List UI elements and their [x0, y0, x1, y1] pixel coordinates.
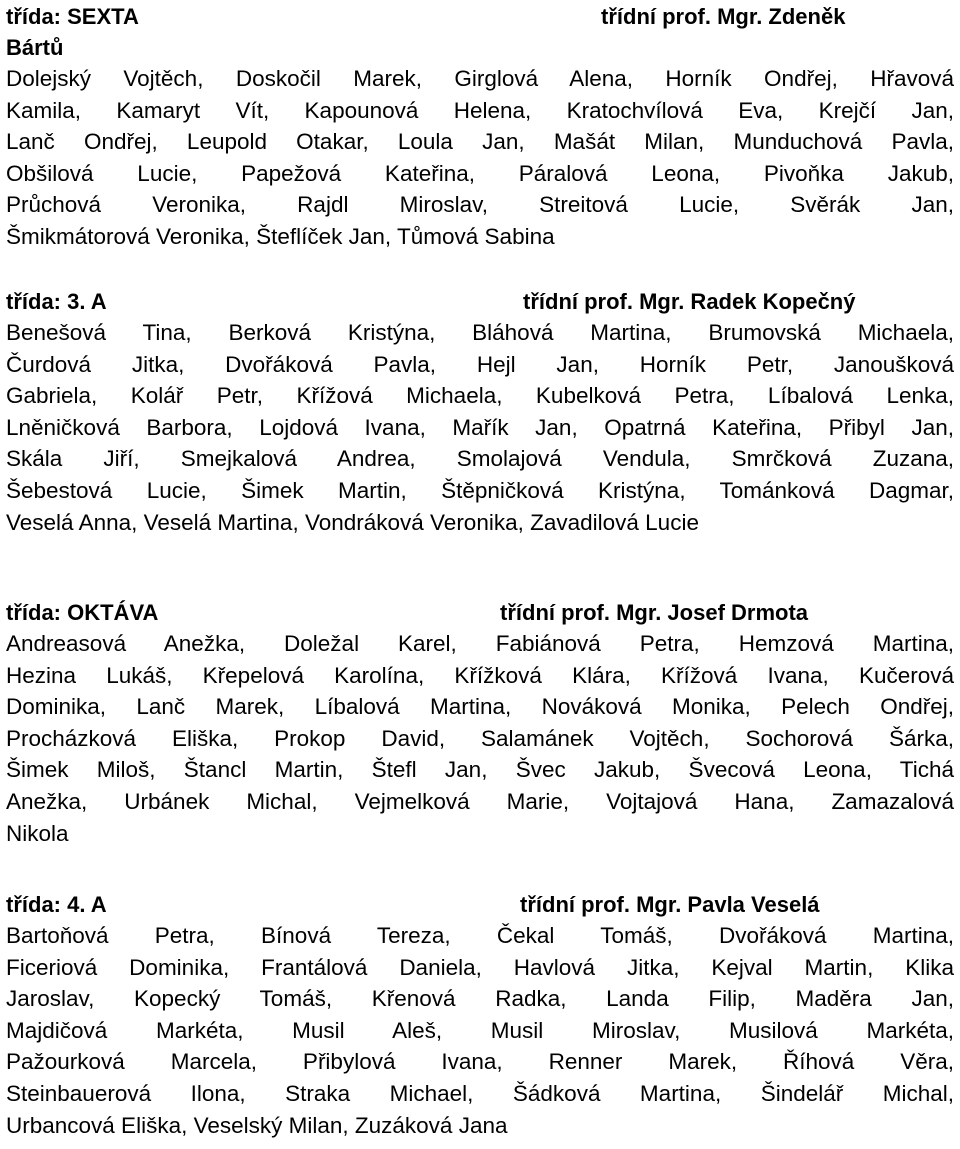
- class-name: třída: 3. A: [6, 289, 107, 314]
- student-line: Procházková Eliška, Prokop David, Salamánek Vojtěch, Sochorová Šárka,: [6, 725, 954, 751]
- class-header: [6, 1, 954, 32]
- student-line: Čurdová Jitka, Dvořáková Pavla, Hejl Jan, Horník Petr, Janoušková: [6, 351, 954, 377]
- student-line: Pažourková Marcela, Přibylová Ivana, Renner Marek, Říhová Věra,: [6, 1049, 954, 1075]
- class-teacher: třídní prof. Mgr. Zdeněk: [601, 4, 846, 29]
- student-line: Obšilová Lucie, Papežová Kateřina, Páralová Leona, Pivoňka Jakub,: [6, 160, 954, 186]
- student-line: Lanč Ondřej, Leupold Otakar, Loula Jan, Mašát Milan, Munduchová Pavla,: [6, 129, 954, 155]
- student-line: Skála Jiří, Smejkalová Andrea, Smolajová Vendula, Smrčková Zuzana,: [6, 446, 954, 472]
- student-line: Jaroslav, Kopecký Tomáš, Křenová Radka, Landa Filip, Maděra Jan,: [6, 986, 954, 1012]
- class-section-sexta: [6, 1, 954, 253]
- student-line: Urbancová Eliška, Veselský Milan, Zuzáková Jana: [6, 1112, 508, 1138]
- student-line: Dolejský Vojtěch, Doskočil Marek, Girglová Alena, Horník Ondřej, Hřavová: [6, 66, 954, 91]
- student-line: Majdičová Markéta, Musil Aleš, Musil Miroslav, Musilová Markéta,: [6, 1017, 954, 1043]
- student-line: Šmikmátorová Veronika, Šteflíček Jan, Tůmová Sabina: [6, 223, 555, 249]
- student-line: Nikola: [6, 820, 69, 846]
- student-line: Kamila, Kamaryt Vít, Kapounová Helena, Kratochvílová Eva, Krejčí Jan,: [6, 97, 954, 123]
- class-teacher-continued: Bártů: [6, 35, 64, 60]
- student-line: Dominika, Lanč Marek, Líbalová Martina, Nováková Monika, Pelech Ondřej,: [6, 694, 954, 720]
- student-line: Bartoňová Petra, Bínová Tereza, Čekal Tomáš, Dvořáková Martina,: [6, 923, 954, 948]
- class-header: [6, 286, 954, 317]
- student-line: Lněničková Barbora, Lojdová Ivana, Mařík Jan, Opatrná Kateřina, Přibyl Jan,: [6, 414, 954, 440]
- student-line: Steinbauerová Ilona, Straka Michael, Šádková Martina, Šindelář Michal,: [6, 1080, 954, 1106]
- class-teacher: třídní prof. Mgr. Pavla Veselá: [520, 892, 820, 917]
- student-line: Ficeriová Dominika, Frantálová Daniela, Havlová Jitka, Kejval Martin, Klika: [6, 954, 954, 980]
- student-line: Anežka, Urbánek Michal, Vejmelková Marie, Vojtajová Hana, Zamazalová: [6, 788, 954, 814]
- class-section-4a: [6, 889, 954, 1141]
- student-line: Průchová Veronika, Rajdl Miroslav, Streitová Lucie, Svěrák Jan,: [6, 192, 954, 218]
- student-line: Veselá Anna, Veselá Martina, Vondráková Veronika, Zavadilová Lucie: [6, 509, 699, 535]
- student-line: Šebestová Lucie, Šimek Martin, Štěpničková Kristýna, Tománková Dagmar,: [6, 477, 954, 503]
- class-teacher: třídní prof. Mgr. Radek Kopečný: [523, 289, 856, 314]
- class-name: třída: SEXTA: [6, 4, 139, 29]
- student-line: Hezina Lukáš, Křepelová Karolína, Křížková Klára, Křížová Ivana, Kučerová: [6, 662, 954, 688]
- student-line: Andreasová Anežka, Doležal Karel, Fabiánová Petra, Hemzová Martina,: [6, 631, 954, 656]
- student-line: Benešová Tina, Berková Kristýna, Bláhová Martina, Brumovská Michaela,: [6, 320, 954, 345]
- class-name: třída: 4. A: [6, 892, 107, 917]
- class-section-oktava: [6, 597, 954, 849]
- class-name: třída: OKTÁVA: [6, 600, 159, 625]
- class-section-3a: [6, 286, 954, 538]
- class-header: [6, 597, 954, 628]
- student-line: Gabriela, Kolář Petr, Křížová Michaela, Kubelková Petra, Líbalová Lenka,: [6, 383, 954, 409]
- class-header: [6, 889, 954, 920]
- student-line: Šimek Miloš, Štancl Martin, Štefl Jan, Švec Jakub, Švecová Leona, Tichá: [6, 757, 954, 783]
- class-teacher: třídní prof. Mgr. Josef Drmota: [500, 600, 809, 625]
